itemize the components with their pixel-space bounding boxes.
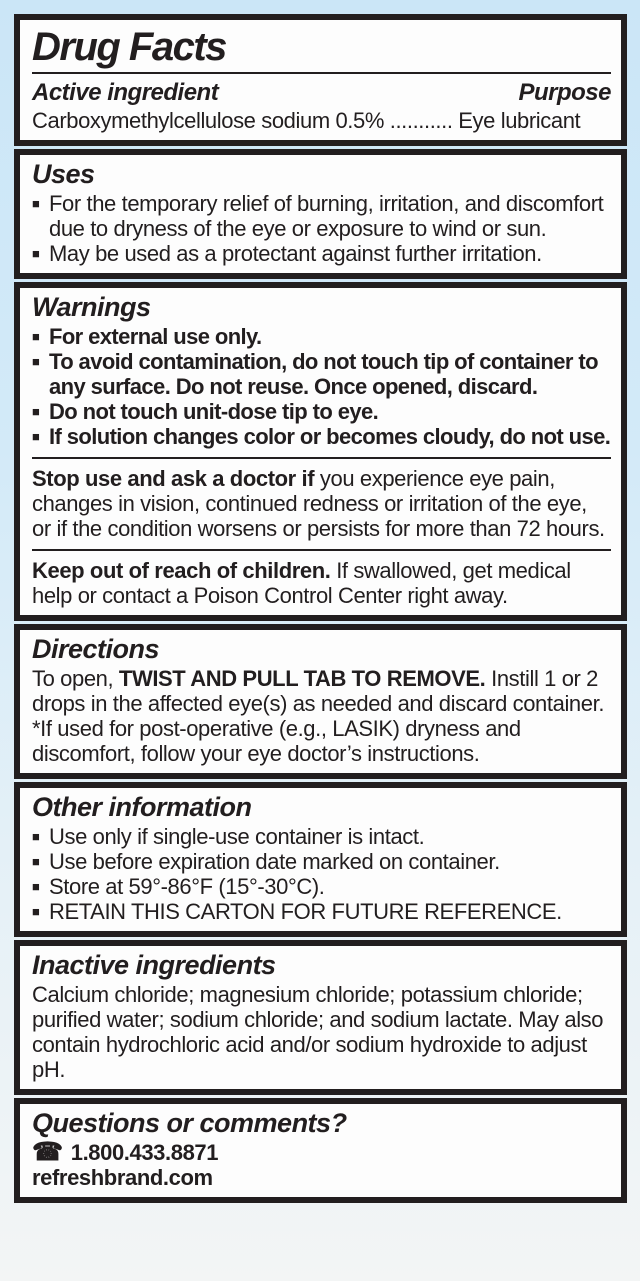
active-ingredient-header-row xyxy=(32,78,611,108)
section-questions xyxy=(14,1098,627,1203)
list-item xyxy=(32,874,611,899)
other-information-bullet-text: Use before expiration date marked on container. xyxy=(49,849,500,874)
questions-heading: Questions or comments? xyxy=(32,1108,347,1138)
keep-out-text: If swallowed, get medical help or contact a Poison Control Center right away. xyxy=(32,558,571,608)
bullet-square-icon: ■ xyxy=(32,329,40,344)
dot-leader: ........... xyxy=(384,108,459,133)
directions-note: *If used for post-operative (e.g., LASIK) dryness and discomfort, follow your eye doctor’s instructions. xyxy=(32,716,521,766)
list-item xyxy=(32,424,611,449)
section-active-ingredient xyxy=(14,14,627,146)
keep-out-paragraph xyxy=(32,558,611,608)
bullet-square-icon: ■ xyxy=(32,196,40,211)
directions-bold-instruction: TWIST AND PULL TAB TO REMOVE. xyxy=(118,666,486,691)
purpose-value: Eye lubricant xyxy=(458,108,581,133)
other-information-heading: Other information xyxy=(32,792,252,822)
other-information-bullet-text: Use only if single-use container is intact. xyxy=(49,824,425,849)
warnings-bullet-text: To avoid contamination, do not touch tip of container to any surface. Do not reuse. Once opened, discard. xyxy=(49,349,598,399)
warnings-bullet-text: Do not touch unit-dose tip to eye. xyxy=(49,399,379,424)
directions-heading: Directions xyxy=(32,634,160,664)
stop-use-paragraph xyxy=(32,466,611,541)
other-information-bullet-list xyxy=(32,824,611,924)
telephone-icon: ☎ xyxy=(32,1138,63,1166)
phone-row xyxy=(32,1140,611,1165)
website-url: refreshbrand.com xyxy=(32,1165,213,1190)
bullet-square-icon: ■ xyxy=(32,429,40,444)
warnings-bullet-text: If solution changes color or becomes cloudy, do not use. xyxy=(49,424,611,449)
bullet-square-icon: ■ xyxy=(32,829,40,844)
bullet-square-icon: ■ xyxy=(32,246,40,261)
uses-bullet-text: For the temporary relief of burning, irritation, and discomfort due to dryness of the eye or exposure to wind or sun. xyxy=(49,191,604,241)
section-other-information xyxy=(14,782,627,937)
bullet-square-icon: ■ xyxy=(32,904,40,919)
keep-out-lead: Keep out of reach of children. xyxy=(32,558,331,583)
list-item xyxy=(32,191,611,241)
uses-heading: Uses xyxy=(32,159,95,189)
section-warnings xyxy=(14,282,627,621)
active-ingredient-row xyxy=(32,108,611,133)
inactive-ingredients-text: Calcium chloride; magnesium chloride; potassium chloride; purified water; sodium chloride; and sodium lactate. May also contain hydrochloric acid and/or sodium hydroxide to adjust pH. xyxy=(32,982,604,1082)
directions-paragraph xyxy=(32,666,611,716)
list-item xyxy=(32,849,611,874)
list-item xyxy=(32,241,611,266)
drug-facts-title: Drug Facts xyxy=(32,25,226,69)
bullet-square-icon: ■ xyxy=(32,854,40,869)
list-item xyxy=(32,899,611,924)
bullet-square-icon: ■ xyxy=(32,404,40,419)
list-item xyxy=(32,349,611,399)
drug-facts-label xyxy=(14,14,627,1203)
other-information-bullet-text: Store at 59°-86°F (15°-30°C). xyxy=(49,874,325,899)
section-directions xyxy=(14,624,627,779)
directions-pre: To open, xyxy=(32,666,119,691)
warnings-heading: Warnings xyxy=(32,292,151,322)
section-inactive-ingredients xyxy=(14,940,627,1095)
phone-number: 1.800.433.8871 xyxy=(70,1140,219,1165)
directions-rest: Instill 1 or 2 drops in the affected eye(s) as needed and discard container. xyxy=(32,666,605,716)
active-ingredient-heading: Active ingredient xyxy=(32,79,219,106)
stop-use-lead: Stop use and ask a doctor if xyxy=(32,466,315,491)
bullet-square-icon: ■ xyxy=(32,354,40,369)
section-divider xyxy=(32,549,611,551)
title-rule xyxy=(32,72,611,74)
list-item xyxy=(32,324,611,349)
section-uses xyxy=(14,149,627,279)
list-item xyxy=(32,824,611,849)
warnings-bullet-list xyxy=(32,324,611,449)
list-item xyxy=(32,399,611,424)
bullet-square-icon: ■ xyxy=(32,879,40,894)
other-information-bullet-text: RETAIN THIS CARTON FOR FUTURE REFERENCE. xyxy=(49,899,562,924)
inactive-ingredients-heading: Inactive ingredients xyxy=(32,950,276,980)
ingredient-name: Carboxymethylcellulose sodium 0.5% xyxy=(32,108,385,133)
section-divider xyxy=(32,457,611,459)
stop-use-text: you experience eye pain, changes in vision, continued redness or irritation of the eye, or if the condition worsens or persists for more than 72 hours. xyxy=(32,466,605,541)
uses-bullet-text: May be used as a protectant against further irritation. xyxy=(49,241,542,266)
uses-bullet-list xyxy=(32,191,611,266)
warnings-bullet-text: For external use only. xyxy=(49,324,262,349)
purpose-heading: Purpose xyxy=(518,79,611,106)
